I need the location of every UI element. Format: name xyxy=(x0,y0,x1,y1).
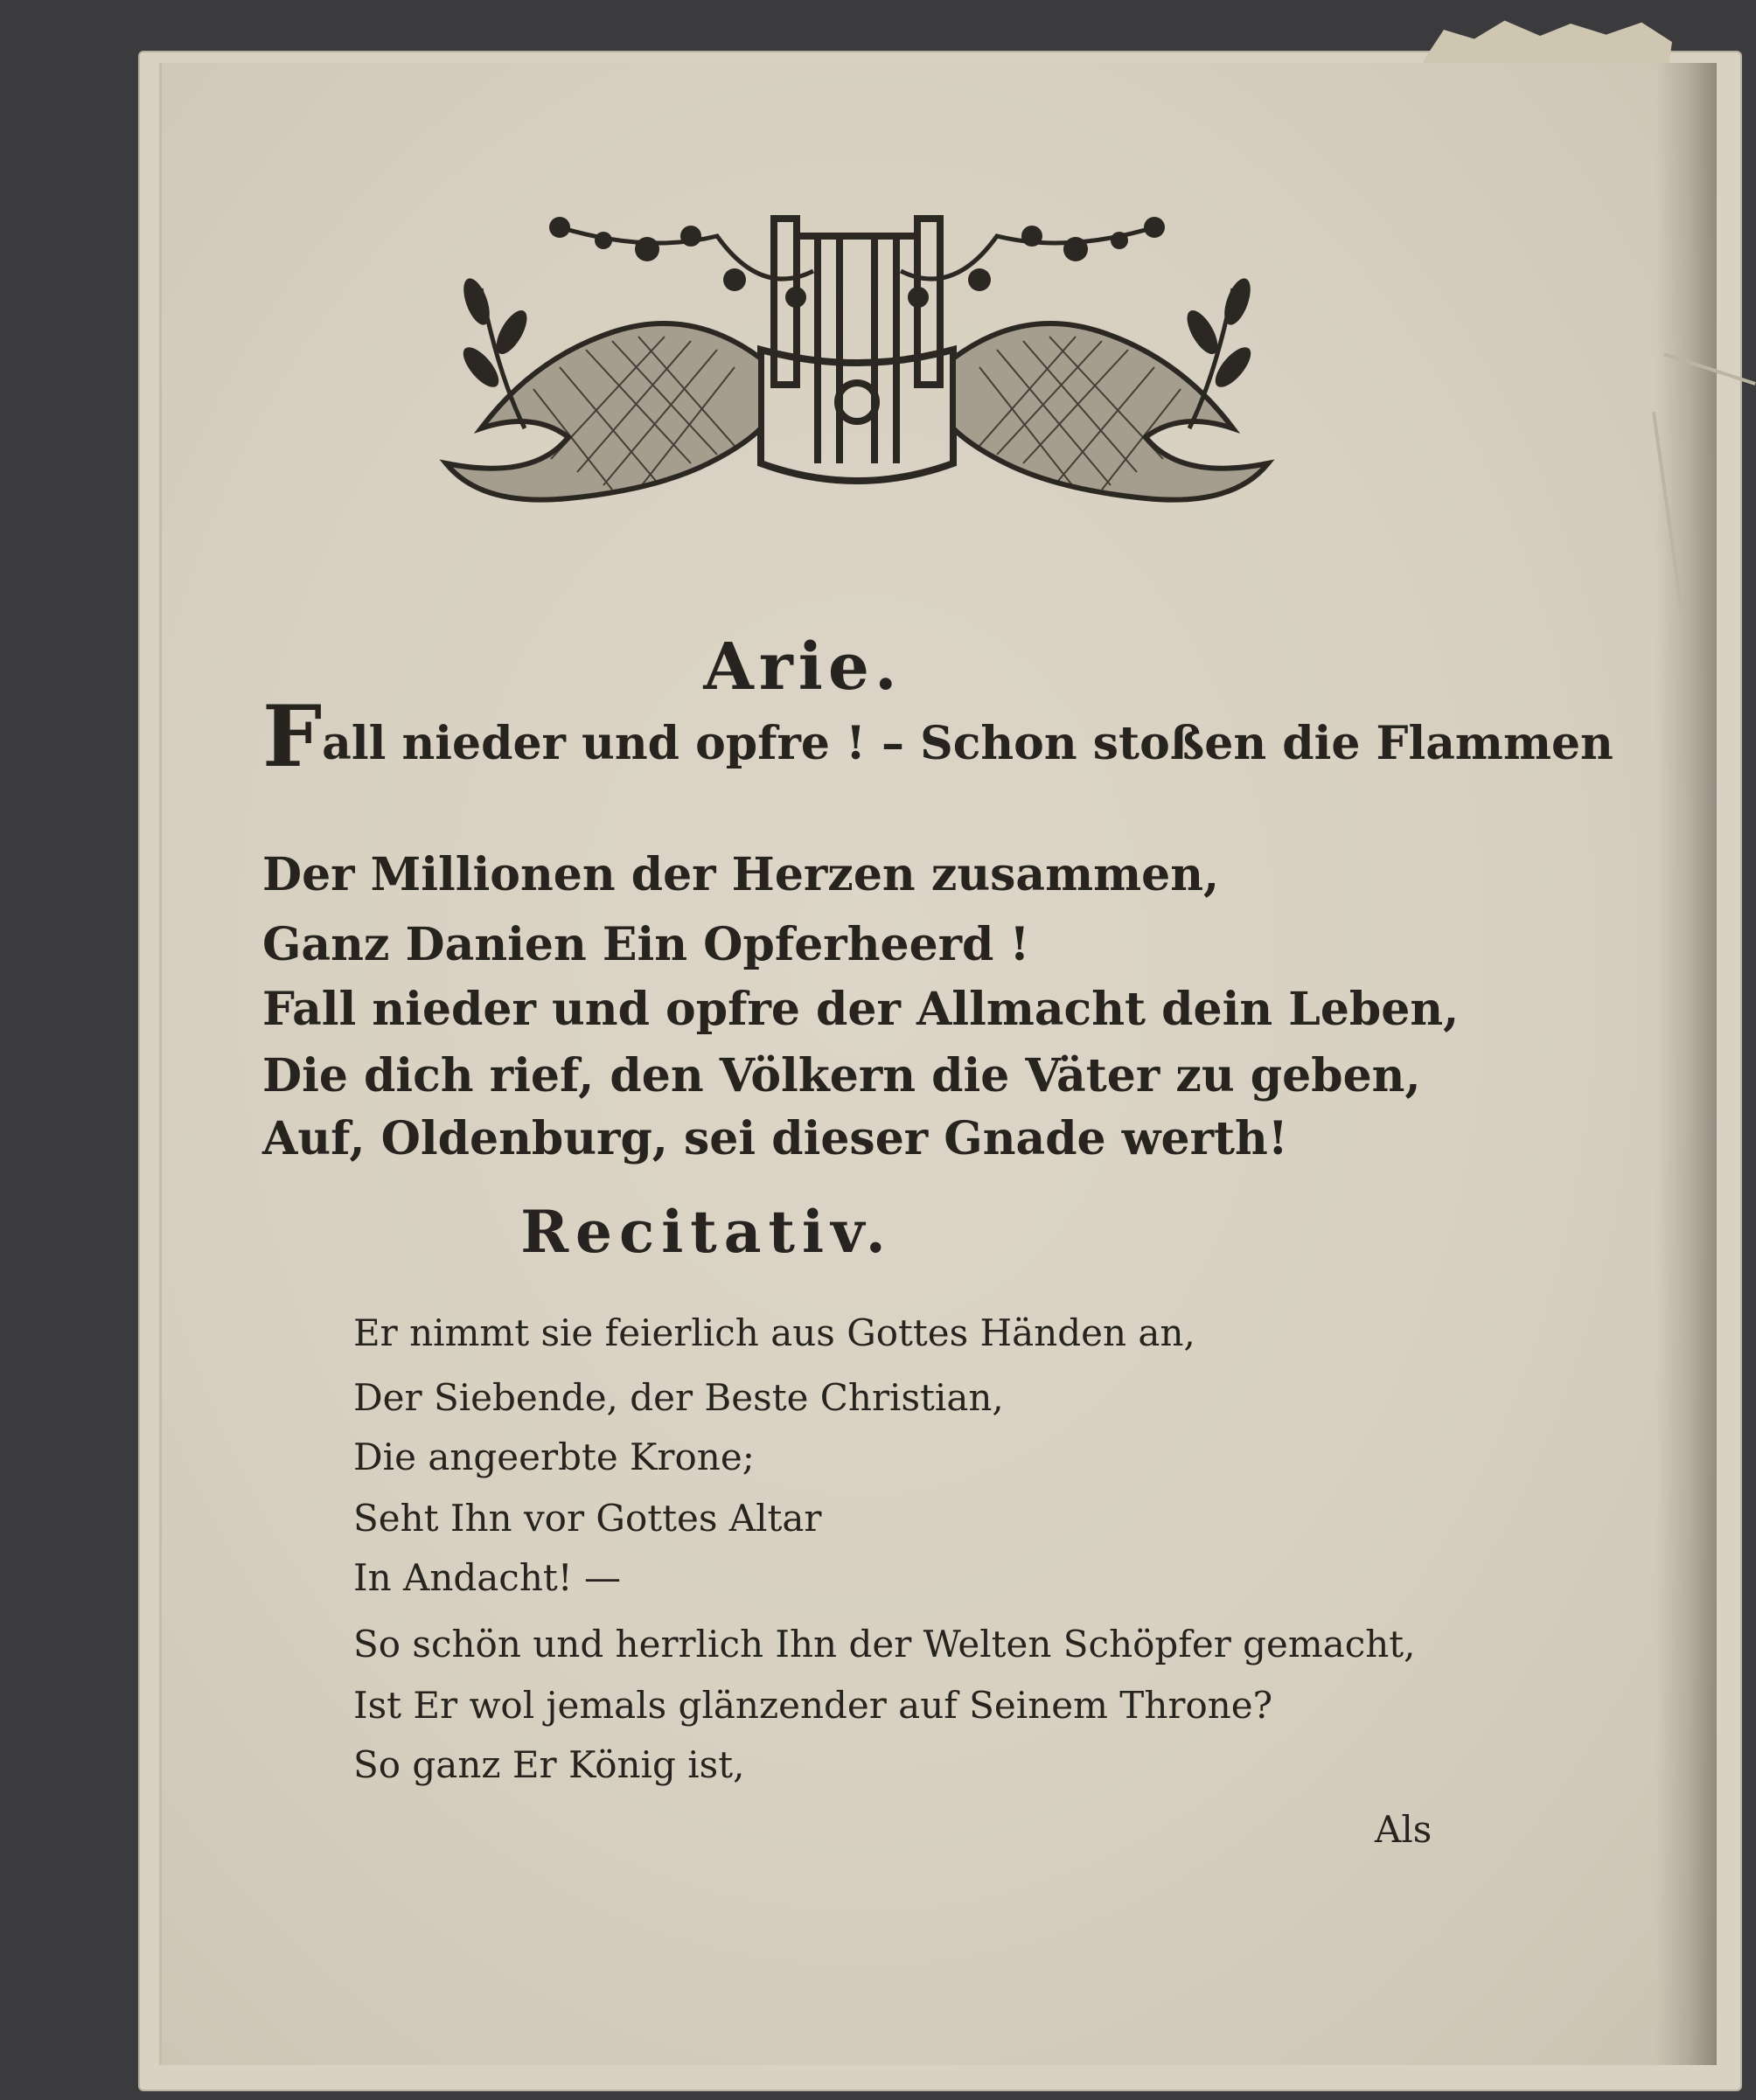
aria-line-3: Ganz Danien Ein Opferheerd ! xyxy=(262,918,1030,971)
recit-line-6: So schön und herrlich Ihn der Welten Schöpfer gemacht, xyxy=(353,1623,1416,1665)
aria-heading: Arie. xyxy=(703,629,902,705)
recit-line-8: So ganz Er König ist, xyxy=(353,1743,745,1786)
drop-cap: F xyxy=(262,687,323,786)
aria-line-4: Fall nieder und opfre der Allmacht dein Leben, xyxy=(262,983,1460,1036)
aria-line-1: Fall nieder und opfre ! – Schon stoßen die Flammen xyxy=(262,687,1613,786)
aria-line-5: Die dich rief, den Völkern die Väter zu geben, xyxy=(262,1049,1421,1102)
recit-line-1: Er nimmt sie feierlich aus Gottes Händen an, xyxy=(353,1311,1195,1354)
catchword: Als xyxy=(1375,1808,1432,1851)
aria-line-6: Auf, Oldenburg, sei dieser Gnade werth! xyxy=(262,1112,1288,1165)
aria-line-2: Der Millionen der Herzen zusammen, xyxy=(262,848,1220,901)
recit-line-7: Ist Er wol jemals glänzender auf Seinem Throne? xyxy=(353,1684,1273,1727)
recit-line-3: Die angeerbte Krone; xyxy=(353,1436,755,1478)
lyre-vignette-icon xyxy=(429,201,1286,516)
recit-line-2: Der Siebende, der Beste Christian, xyxy=(353,1376,1004,1419)
recit-line-5: In Andacht! — xyxy=(353,1556,621,1599)
recit-line-4: Seht Ihn vor Gottes Altar xyxy=(353,1497,822,1540)
recitativ-heading: Recitativ. xyxy=(520,1198,893,1266)
